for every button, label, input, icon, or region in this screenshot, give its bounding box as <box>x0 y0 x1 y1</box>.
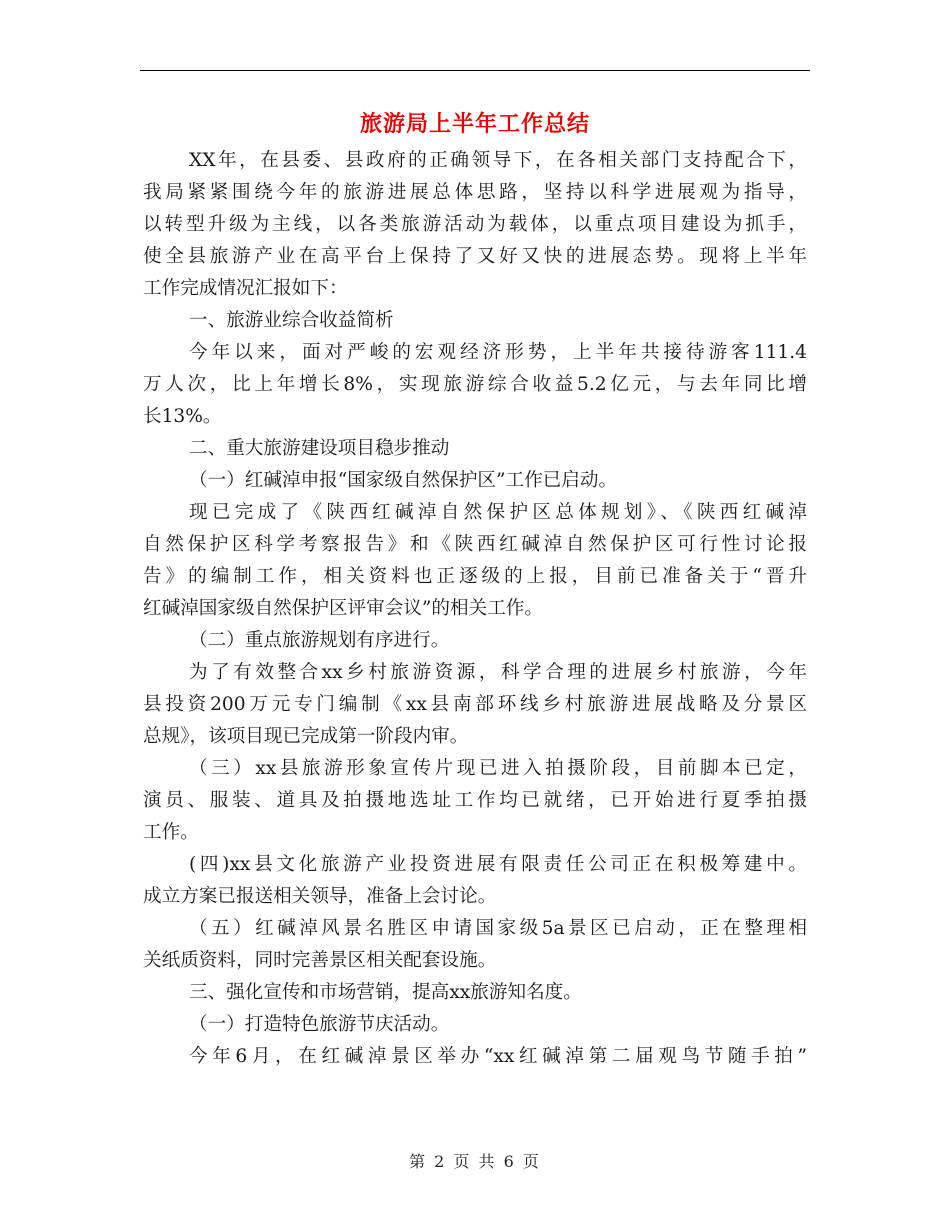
body-line: (四)xx县文化旅游产业投资进展有限责任公司正在积极筹建中。 <box>189 854 807 875</box>
body-line: 长13%。 <box>143 406 222 427</box>
body-line: 告》的编制工作，相关资料也正逐级的上报，目前已准备关于“晋升 <box>143 566 807 587</box>
body-line: 演员、服装、道具及拍摄地选址工作均已就绪，已开始进行夏季拍摄 <box>143 790 807 811</box>
body-line: 工作完成情况汇报如下： <box>143 278 348 299</box>
body-line: 一、旅游业综合收益简析 <box>189 310 394 331</box>
body-line: 总规》，该项目现已完成第一阶段内审。 <box>143 726 469 747</box>
body-line: （三）xx县旅游形象宣传片现已进入拍摄阶段，目前脚本已定， <box>189 758 807 779</box>
body-line: 今年6月，在红碱淖景区举办“xx红碱淖第二届观鸟节随手拍” <box>189 1046 807 1067</box>
body-line: 万人次，比上年增长8%，实现旅游综合收益5.2亿元，与去年同比增 <box>143 374 807 395</box>
body-line: 今年以来，面对严峻的宏观经济形势，上半年共接待游客111.4 <box>189 342 807 363</box>
body-line: 三、强化宣传和市场营销，提高xx旅游知名度。 <box>189 982 582 1003</box>
document-body <box>143 145 807 1073</box>
document-title: 旅游局上半年工作总结 <box>359 111 590 137</box>
body-line: 我局紧紧围绕今年的旅游进展总体思路，坚持以科学进展观为指导， <box>143 182 807 203</box>
body-line: （二）重点旅游规划有序进行。 <box>189 630 450 651</box>
body-line: XX年，在县委、县政府的正确领导下，在各相关部门支持配合下， <box>189 150 807 171</box>
body-line: 现已完成了《陕西红碱淖自然保护区总体规划》、《陕西红碱淖 <box>189 502 807 523</box>
body-line: 使全县旅游产业在高平台上保持了又好又快的进展态势。现将上半年 <box>143 246 807 267</box>
header-rule <box>140 70 810 71</box>
body-line: 县投资200万元专门编制《xx县南部环线乡村旅游进展战略及分景区 <box>143 694 807 715</box>
body-line: （一）红碱淖申报“国家级自然保护区”工作已启动。 <box>189 470 618 491</box>
body-line: （一）打造特色旅游节庆活动。 <box>189 1014 450 1035</box>
body-line: 为了有效整合xx乡村旅游资源，科学合理的进展乡村旅游，今年 <box>189 662 807 683</box>
body-line: 二、重大旅游建设项目稳步推动 <box>189 438 450 459</box>
page-number: 第 2 页 共 6 页 <box>409 1152 541 1171</box>
body-line: 红碱淖国家级自然保护区评审会议”的相关工作。 <box>143 598 543 619</box>
body-line: 成立方案已报送相关领导，准备上会讨论。 <box>143 886 497 907</box>
body-line: 以转型升级为主线，以各类旅游活动为载体，以重点项目建设为抓手， <box>143 214 807 235</box>
body-line: 自然保护区科学考察报告》和《陕西红碱淖自然保护区可行性讨论报 <box>143 534 807 555</box>
body-line: （五）红碱淖风景名胜区申请国家级5a景区已启动，正在整理相 <box>189 918 807 939</box>
body-line: 关纸质资料，同时完善景区相关配套设施。 <box>143 950 497 971</box>
body-line: 工作。 <box>143 822 199 843</box>
